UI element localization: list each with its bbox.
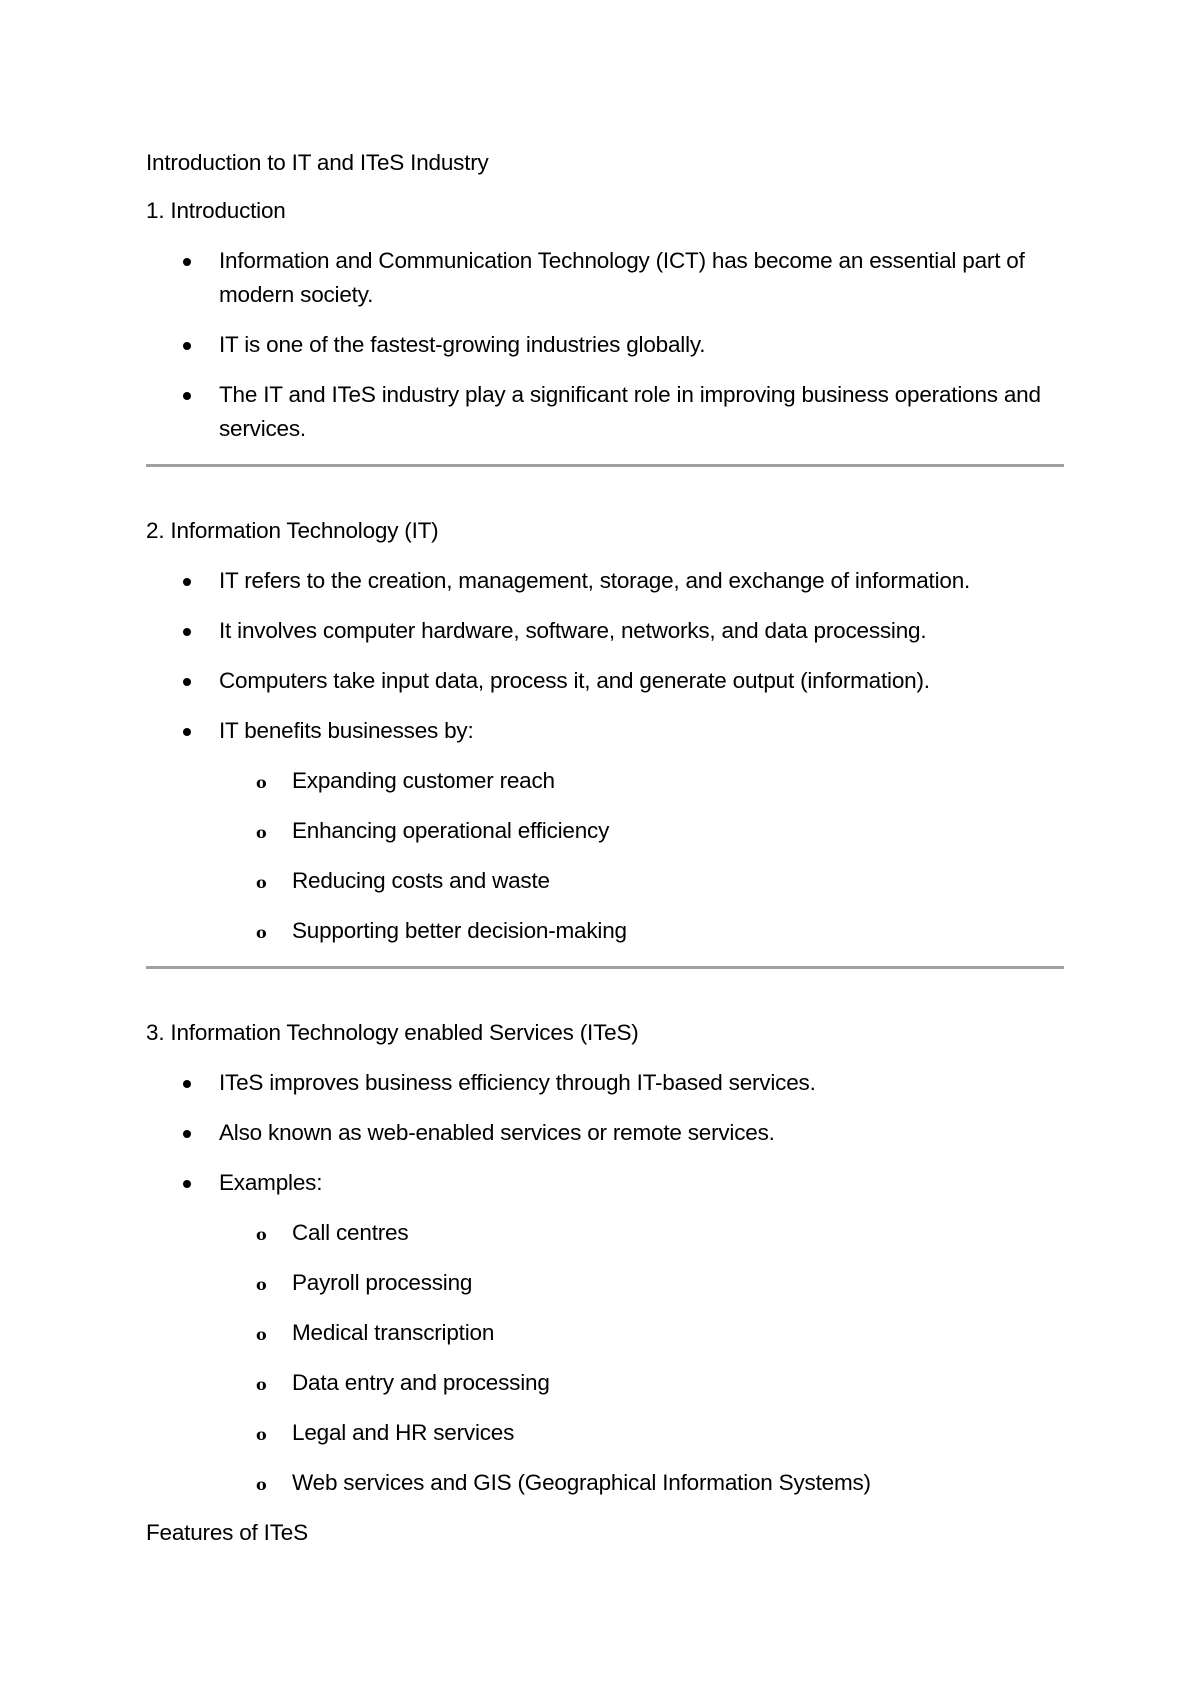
sub-bullet-icon: o: [256, 1375, 267, 1394]
introduction-bullet-list: [146, 244, 1064, 446]
sub-list-item: [219, 914, 1064, 948]
horizontal-rule: [146, 966, 1064, 969]
ites-examples-sub-list: [146, 1216, 1064, 1500]
sub-list-item: [219, 1466, 1064, 1500]
document-page: [146, 146, 1064, 1550]
sub-bullet-icon: o: [256, 1425, 267, 1444]
list-item-text: It involves computer hardware, software, networks, and data processing.: [219, 618, 927, 643]
list-item-text: ITeS improves business efficiency through IT-based services.: [219, 1070, 816, 1095]
list-item-text: IT benefits businesses by:: [219, 718, 474, 743]
sub-list-item-text: Enhancing operational efficiency: [292, 818, 610, 843]
sub-bullet-icon: o: [256, 1225, 267, 1244]
sub-list-item-text: Payroll processing: [292, 1270, 473, 1295]
bullet-icon: [183, 1130, 191, 1138]
list-item-text: The IT and ITeS industry play a significant role in improving business operations and services.: [219, 382, 1041, 441]
bullet-icon: [183, 628, 191, 636]
bullet-icon: [183, 342, 191, 350]
list-item: [146, 328, 1064, 362]
list-item: [146, 1066, 1064, 1100]
sub-list-item: [219, 1266, 1064, 1300]
list-item: [146, 614, 1064, 648]
ites-bullet-list: [146, 1066, 1064, 1200]
list-item-text: Computers take input data, process it, and generate output (information).: [219, 668, 930, 693]
list-item-text: Also known as web-enabled services or remote services.: [219, 1120, 775, 1145]
sub-list-item-text: Medical transcription: [292, 1320, 495, 1345]
section-heading-introduction: 1. Introduction: [146, 198, 286, 223]
list-item: [146, 244, 1064, 312]
sub-list-item-text: Web services and GIS (Geographical Information Systems): [292, 1470, 871, 1495]
sub-list-item: [219, 1216, 1064, 1250]
list-item: [146, 714, 1064, 748]
features-heading: Features of ITeS: [146, 1520, 308, 1545]
bullet-icon: [183, 728, 191, 736]
sub-list-item-text: Reducing costs and waste: [292, 868, 550, 893]
list-item: [146, 664, 1064, 698]
bullet-icon: [183, 392, 191, 400]
list-item: [146, 564, 1064, 598]
horizontal-rule: [146, 464, 1064, 467]
sub-list-item-text: Supporting better decision-making: [292, 918, 627, 943]
sub-list-item: [219, 864, 1064, 898]
sub-bullet-icon: o: [256, 823, 267, 842]
sub-bullet-icon: o: [256, 773, 267, 792]
sub-list-item-text: Data entry and processing: [292, 1370, 550, 1395]
bullet-icon: [183, 258, 191, 266]
sub-bullet-icon: o: [256, 1325, 267, 1344]
section-heading-information-technology: 2. Information Technology (IT): [146, 518, 439, 543]
list-item-text: Examples:: [219, 1170, 323, 1195]
list-item-text: IT refers to the creation, management, storage, and exchange of information.: [219, 568, 971, 593]
list-item-text: Information and Communication Technology (ICT) has become an essential part of modern society.: [219, 248, 1025, 307]
bullet-icon: [183, 578, 191, 586]
list-item: [146, 1166, 1064, 1200]
sub-bullet-icon: o: [256, 1475, 267, 1494]
section-heading-ites: 3. Information Technology enabled Services (ITeS): [146, 1020, 639, 1045]
document-title: Introduction to IT and ITeS Industry: [146, 150, 489, 175]
sub-list-item-text: Legal and HR services: [292, 1420, 515, 1445]
sub-list-item: [219, 1316, 1064, 1350]
sub-list-item-text: Call centres: [292, 1220, 409, 1245]
list-item-text: IT is one of the fastest-growing industries globally.: [219, 332, 706, 357]
bullet-icon: [183, 1180, 191, 1188]
bullet-icon: [183, 1080, 191, 1088]
sub-bullet-icon: o: [256, 1275, 267, 1294]
sub-list-item-text: Expanding customer reach: [292, 768, 555, 793]
sub-list-item: [219, 764, 1064, 798]
list-item: [146, 1116, 1064, 1150]
sub-list-item: [219, 1366, 1064, 1400]
list-item: [146, 378, 1064, 446]
sub-list-item: [219, 1416, 1064, 1450]
it-benefits-sub-list: [146, 764, 1064, 948]
bullet-icon: [183, 678, 191, 686]
sub-list-item: [219, 814, 1064, 848]
it-bullet-list: [146, 564, 1064, 748]
sub-bullet-icon: o: [256, 873, 267, 892]
sub-bullet-icon: o: [256, 923, 267, 942]
